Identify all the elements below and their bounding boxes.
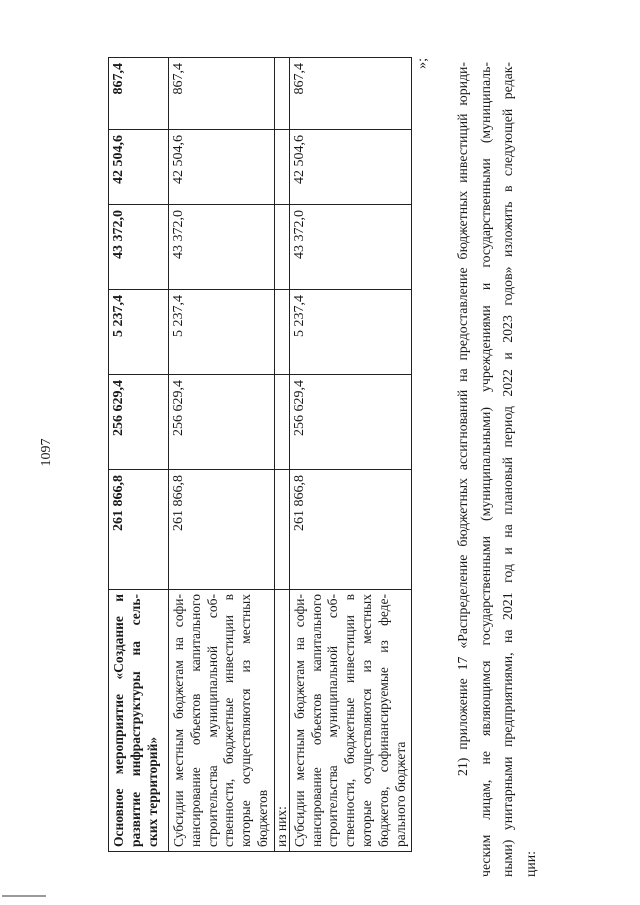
value-cell: 261 866,8 <box>109 470 169 590</box>
label-line: нансирование объектов капитального <box>308 594 324 847</box>
label-line: строительства муниципальной соб- <box>325 594 341 847</box>
label-line: ских территорий» <box>144 736 160 847</box>
empty-cell <box>274 130 289 205</box>
value-cell: 43 372,0 <box>169 205 275 290</box>
label-cell <box>109 590 169 852</box>
value-cell: 256 629,4 <box>169 375 275 470</box>
value-cell: 42 504,6 <box>169 130 275 205</box>
page-number: 1097 <box>39 438 54 467</box>
value-cell: 867,4 <box>169 58 275 130</box>
table-row <box>274 58 289 852</box>
label-line: из них: <box>273 806 289 847</box>
value-cell: 5 237,4 <box>109 290 169 375</box>
table-row <box>109 58 169 852</box>
table-row <box>289 58 412 852</box>
label-line: которые осуществляются из местных <box>358 594 374 847</box>
empty-cell <box>274 290 289 375</box>
value-cell: 256 629,4 <box>109 375 169 470</box>
value-cell: 5 237,4 <box>169 290 275 375</box>
table-row <box>169 58 275 852</box>
value-cell: 867,4 <box>289 58 412 130</box>
paragraph-line: ными) унитарными предприятиями, на 2021 год и на плановый период 2022 и 2023 годов» изложить в следующей редак- <box>500 62 515 877</box>
paragraph-line: 21) приложение 17 «Распределение бюджетных ассигнований на предоставление бюджетных инвестиций юриди- <box>455 62 470 776</box>
value-cell: 256 629,4 <box>289 375 412 470</box>
label-line: строительства муниципальной соб- <box>204 594 220 847</box>
scan-edge-mark <box>2 895 46 897</box>
label-line: рального бюджета <box>392 741 408 847</box>
label-line: Субсидии местным бюджетам на софи- <box>291 594 307 847</box>
label-line: развитие инфраструктуры на сель- <box>127 594 143 847</box>
label-line: нансирование объектов капитального <box>187 594 203 847</box>
label-line: бюджетов, софинансируемые из феде- <box>375 594 391 847</box>
value-cell: 42 504,6 <box>289 130 412 205</box>
label-line: Основное мероприятие «Создание и <box>111 594 126 847</box>
budget-table <box>108 57 412 852</box>
label-cell <box>274 590 289 852</box>
label-cell <box>289 590 412 852</box>
value-cell: 5 237,4 <box>289 290 412 375</box>
value-cell: 261 866,8 <box>169 470 275 590</box>
value-cell: 43 372,0 <box>289 205 412 290</box>
paragraph-line: ческим лицам, не являющимся государственными (муниципальными) учреждениями и государственными (муниципаль- <box>477 62 493 877</box>
label-line: бюджетов <box>254 789 270 847</box>
label-line: ственности, бюджетные инвестиции в <box>342 594 358 847</box>
value-cell: 261 866,8 <box>289 470 412 590</box>
label-line: Субсидии местным бюджетам на софи- <box>171 594 186 847</box>
amendment-paragraph <box>452 62 542 877</box>
empty-cell <box>274 205 289 290</box>
empty-cell <box>274 375 289 470</box>
value-cell: 43 372,0 <box>109 205 169 290</box>
value-cell: 867,4 <box>109 58 169 130</box>
label-line: ственности, бюджетные инвестиции в <box>221 594 237 847</box>
paragraph-line: ции: <box>522 851 538 877</box>
empty-cell <box>274 58 289 130</box>
closing-quote-mark: »; <box>415 58 430 69</box>
label-cell <box>169 590 275 852</box>
empty-cell <box>274 470 289 590</box>
value-cell: 42 504,6 <box>109 130 169 205</box>
label-line: которые осуществляются из местных <box>238 594 254 847</box>
